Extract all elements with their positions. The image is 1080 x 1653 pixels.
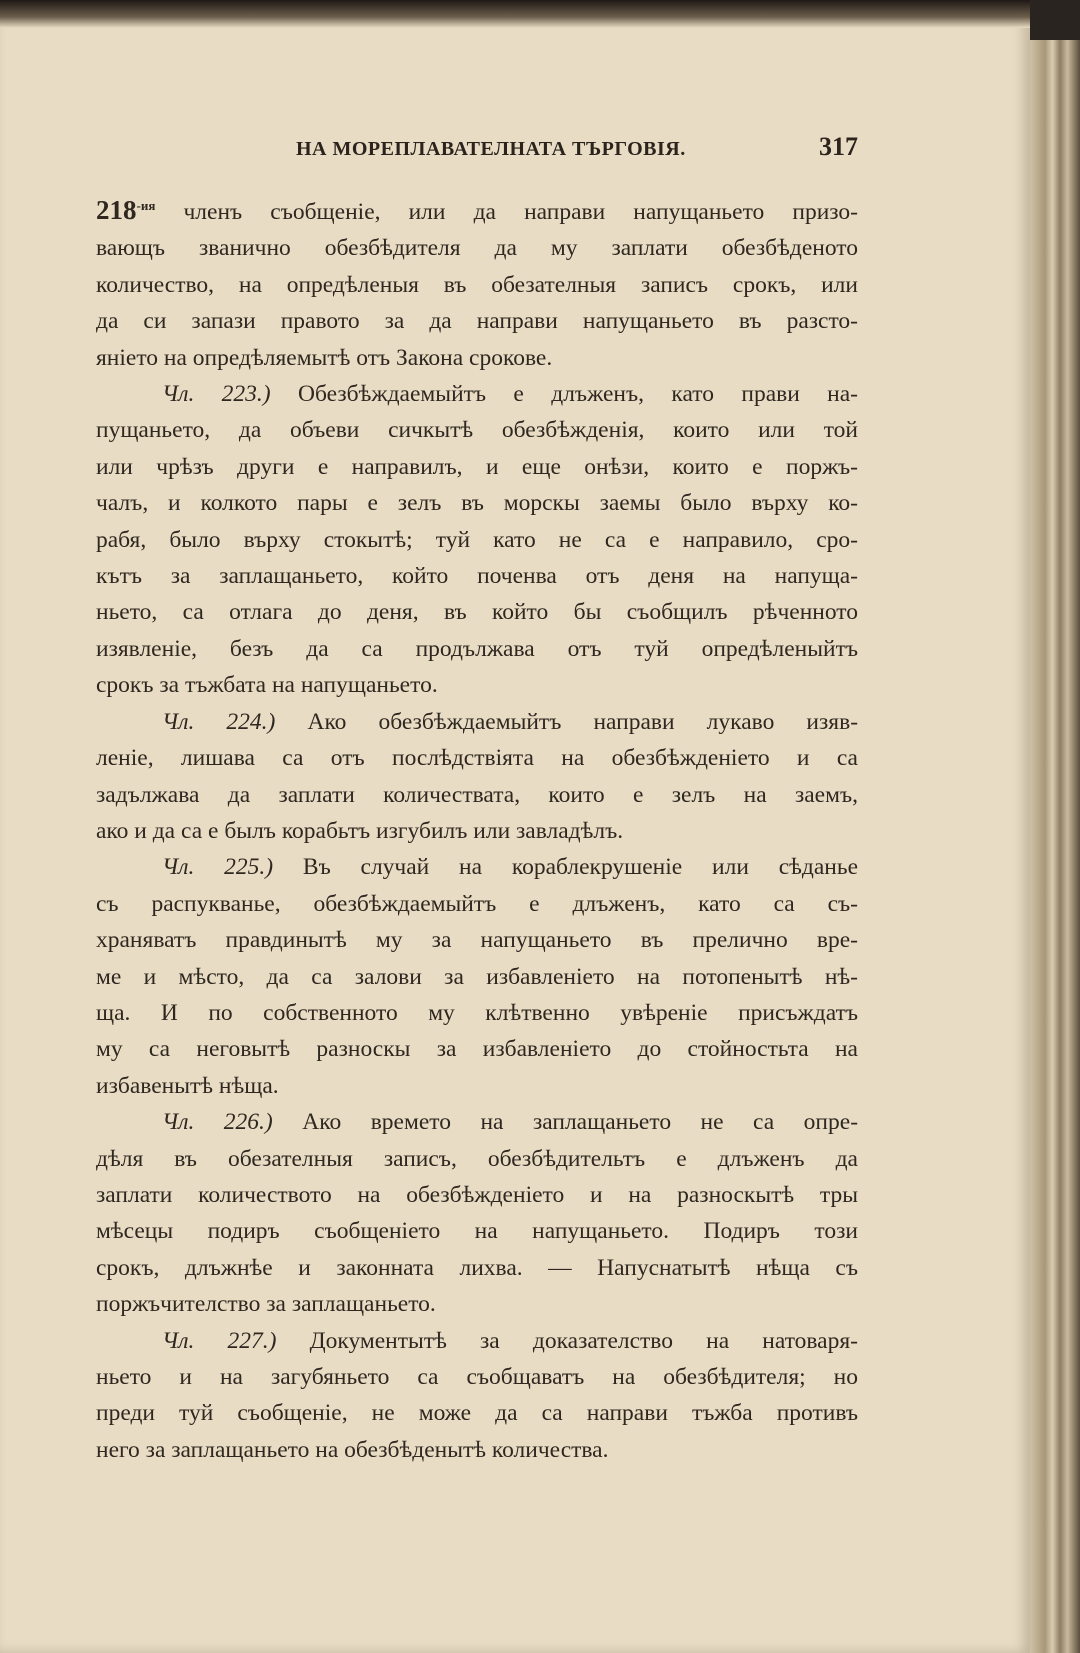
text-line: него за заплащаньето на обезбѣденытѣ количества. [96, 1436, 609, 1463]
text-line: задължава да заплати количествата, които е зелъ на заемъ, [96, 781, 858, 808]
text-line: ща. И по собственното му клѣтвенно увѣреніе присъждатъ [96, 999, 858, 1026]
article-225 [96, 849, 858, 1104]
text-line: ме и мѣсто, да са залови за избавленіето на потопенытѣ нѣ- [96, 963, 858, 990]
running-head: НА МОРЕПЛАВАТЕЛНАТА ТЪРГОВІЯ. [296, 138, 686, 160]
text-line: кътъ за заплащаньето, който поченва отъ деня на напуща- [96, 563, 858, 590]
article-label: Чл. 227.) [162, 1327, 277, 1354]
text-line: Чл. 223.) Обезбѣждаемыйтъ е длъженъ, като прави на- [162, 381, 858, 408]
text-line: поржъчителство за заплащаньето. [96, 1291, 436, 1318]
text-line: Чл. 224.) Ако обезбѣждаемыйтъ направи лукаво изяв- [162, 708, 858, 735]
article-label: Чл. 226.) [162, 1109, 273, 1136]
text-line: преди туй съобщеніе, не може да са направи тъжба противъ [96, 1400, 858, 1427]
text-line: Чл. 227.) Документытѣ за доказателство на натоваря- [162, 1327, 858, 1354]
text-line: ако и да са е былъ корабьтъ изгубилъ или завладѣлъ. [96, 817, 624, 844]
text-line: количество, на опредѣленыя въ обезателныя записъ срокъ, или [96, 271, 858, 298]
page-header [96, 132, 858, 172]
article-223 [96, 376, 858, 704]
article-226 [96, 1104, 858, 1322]
text-line: срокъ за тъжбата на напущаньето. [96, 672, 438, 699]
text-line: съ распукванье, обезбѣждаемыйтъ е длъженъ, като са съ- [96, 890, 858, 917]
text-line: пущаньето, да объеви сичкытѣ обезбѣжденія, които или той [96, 417, 858, 444]
body-text [96, 188, 858, 1468]
text-line: му са неговытѣ разноскы за избавленіето до стойностьта на [96, 1036, 858, 1063]
page-number: 317 [819, 132, 858, 161]
article-227 [96, 1323, 858, 1469]
text-line: яніето на опредѣляемытѣ отъ Закона срокове. [96, 344, 553, 371]
text-line: $218^{-ия}$ членъ съобщеніе, или да направи напущаньето призо- [96, 195, 858, 225]
text-line: заплати количеството на обезбѣжденіето и на разноскытѣ тры [96, 1181, 858, 1208]
text-line: срокъ, длъжнѣе и законната лихва. — Напуснатытѣ нѣща съ [96, 1254, 858, 1281]
text-line: Чл. 225.) Въ случай на кораблекрушеніе или сѣданье [162, 854, 858, 881]
text-line: избавенытѣ нѣща. [96, 1072, 279, 1099]
text-line: да си запази правото за да направи напущаньето въ разсто- [96, 308, 858, 335]
text-line: ньето, са отлага до деня, въ който бы съобщилъ рѣченното [96, 599, 858, 626]
article-label: Чл. 223.) [162, 381, 271, 408]
text-line: или чрѣзъ други е направилъ, и еще онѣзи, които е поржъ- [96, 453, 858, 480]
paragraph [96, 188, 858, 376]
text-line: вающъ званично обезбѣдителя да му заплати обезбѣденото [96, 235, 858, 262]
ordinal-suffix: -ия [136, 198, 156, 213]
article-224 [96, 704, 858, 850]
page-stack-edge [1030, 40, 1080, 1653]
article-label: Чл. 225.) [162, 854, 274, 881]
text-line: мѣсецы подиръ съобщеніето на напущаньето. Подиръ този [96, 1218, 858, 1245]
text-line: рабя, было върху стокытѣ; туй като не са е направило, сро- [96, 526, 858, 553]
page-top-shadow [0, 0, 1030, 28]
article-label: Чл. 224.) [162, 708, 276, 735]
text-line: дѣля въ обезателныя записъ, обезбѣдительтъ е длъженъ да [96, 1145, 858, 1172]
article-number-continued: 218 [96, 195, 137, 225]
text-line: храняватъ правдинытѣ му за напущаньето въ прелично вре- [96, 927, 858, 954]
text-line: леніе, лишава са отъ послѣдствіята на обезбѣжденіето и са [96, 745, 858, 772]
text-line: чалъ, и колкото пары е зелъ въ морскы заемы было върху ко- [96, 490, 858, 517]
text-line: изявленіе, безъ да са продължава отъ туй опредѣленыйтъ [96, 635, 858, 662]
text-line: ньето и на загубяньето са съобщаватъ на обезбѣдителя; но [96, 1364, 858, 1390]
text-line: Чл. 226.) Ако времето на заплащаньето не са опре- [162, 1109, 858, 1136]
